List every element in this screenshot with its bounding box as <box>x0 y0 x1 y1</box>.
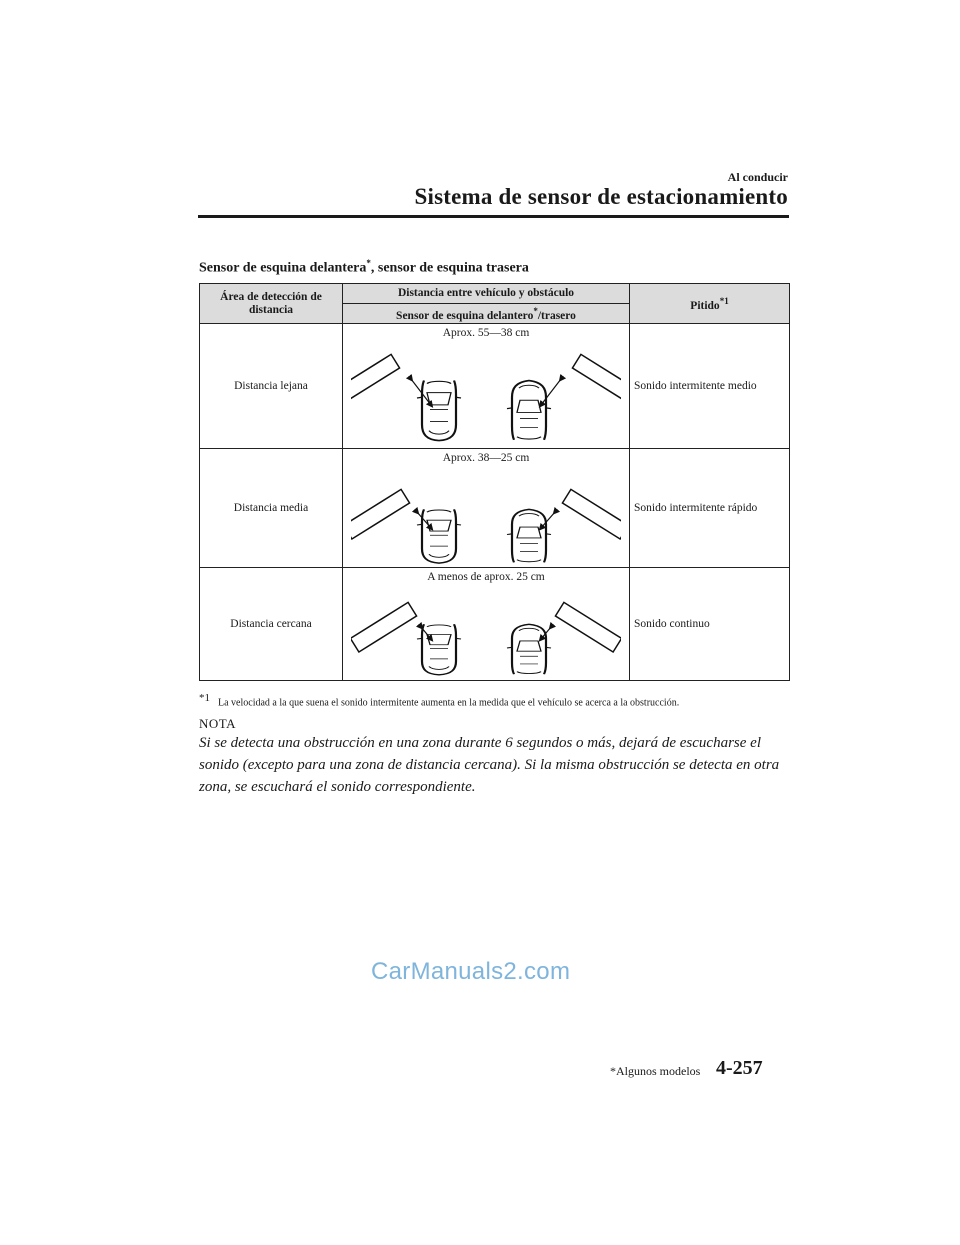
subtitle-text-b: , sensor de esquina trasera <box>370 260 529 276</box>
diagram-cell-far <box>343 324 630 449</box>
header-detection-area-line2: distancia <box>248 303 294 316</box>
detection-table <box>199 283 790 681</box>
page-title: Sistema de sensor de estacionamiento <box>414 184 788 209</box>
diagram-near <box>351 583 621 677</box>
note-body: Si se detecta una obstrucción en una zona durante 6 segundos o más, dejará de escucharse el sonido (excepto para una zona de distancia cercana). Si la misma obstrucción se detecta en otra zona, se escuchará el sonido correspondiente. <box>199 735 780 795</box>
header-distance: Distancia entre vehículo y obstáculo <box>343 284 630 304</box>
footnote-mark: *1 <box>199 692 210 704</box>
diagram-far <box>351 339 621 443</box>
diagram-cell-near <box>343 568 630 681</box>
subtitle <box>199 258 529 277</box>
subtitle-text-a: Sensor de esquina delantera <box>199 260 367 276</box>
header-beep <box>630 284 790 324</box>
beep-near: Sonido continuo <box>630 568 790 681</box>
table-row <box>200 324 790 449</box>
range-near: A menos de aprox. 25 cm <box>427 571 545 583</box>
footnote-text: La velocidad a la que suena el sonido intermitente aumenta en la medida que el vehículo se acerca a la obstrucción. <box>218 697 680 709</box>
table-row <box>200 568 790 681</box>
range-medium: Aprox. 38—25 cm <box>442 452 530 464</box>
header-detection-area <box>200 284 343 324</box>
header-detection-area-line1: Área de detección de <box>220 290 322 303</box>
beep-far: Sonido intermitente medio <box>630 324 790 449</box>
footnote <box>199 692 679 708</box>
area-medium: Distancia media <box>200 449 343 568</box>
subtitle-asterisk: * <box>366 258 371 268</box>
section-label: Al conducir <box>727 170 788 184</box>
beep-medium: Sonido intermitente rápido <box>630 449 790 568</box>
header-beep-text: Pitido <box>690 299 720 312</box>
header-rule <box>198 215 789 218</box>
footer-models-note: *Algunos modelos <box>610 1064 701 1078</box>
header-sensor-type-sup: * <box>533 305 538 316</box>
area-near: Distancia cercana <box>200 568 343 681</box>
diagram-medium <box>351 464 621 564</box>
header-sensor-type-a: Sensor de esquina delantero <box>396 309 534 322</box>
page-number: 4-257 <box>716 1057 763 1079</box>
area-far: Distancia lejana <box>200 324 343 449</box>
watermark: CarManuals2.com <box>371 958 571 985</box>
header-beep-sup: *1 <box>719 295 729 306</box>
table-row <box>200 449 790 568</box>
note-title: NOTA <box>199 716 237 731</box>
range-far: Aprox. 55—38 cm <box>442 327 530 339</box>
diagram-cell-medium <box>343 449 630 568</box>
header-sensor-type <box>343 304 630 324</box>
header-sensor-type-b: /trasero <box>537 309 576 322</box>
